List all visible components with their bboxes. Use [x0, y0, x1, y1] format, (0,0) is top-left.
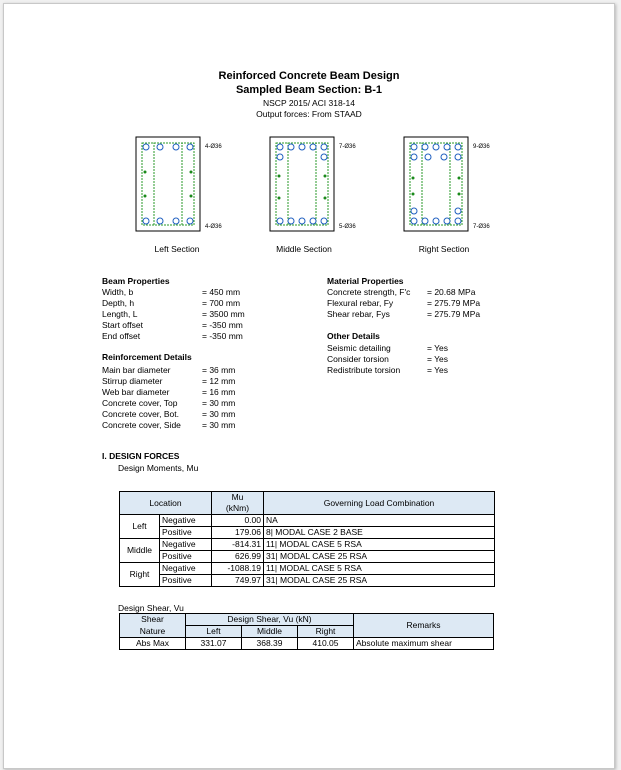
- combo-cell: 31| MODAL CASE 25 RSA: [264, 575, 495, 587]
- cover-top-value: = 30 mm: [202, 398, 236, 408]
- remarks-cell: Absolute maximum shear: [354, 638, 494, 650]
- right-section-drawing: [403, 136, 469, 232]
- table-row: [120, 527, 495, 539]
- code-reference: NSCP 2015/ ACI 318-14: [263, 98, 355, 108]
- end-offset-value: = -350 mm: [202, 331, 243, 341]
- mu-header: Mu: [212, 492, 264, 504]
- table-row: [120, 515, 495, 527]
- concrete-strength-label: Concrete strength, F'c: [327, 287, 411, 297]
- flexural-rebar-value: = 275.79 MPa: [427, 298, 481, 308]
- reinforcement-heading: Reinforcement Details: [102, 352, 192, 362]
- nature-cell: Abs Max: [120, 638, 186, 650]
- table-row: [120, 575, 495, 587]
- table-row: [120, 551, 495, 563]
- combo-cell: NA: [264, 515, 495, 527]
- middle-shear-cell: 368.39: [242, 638, 298, 650]
- combo-cell: 11| MODAL CASE 5 RSA: [264, 539, 495, 551]
- mu-cell: 626.99: [212, 551, 264, 563]
- design-shear-table: [119, 613, 494, 650]
- cover-bottom-label: Concrete cover, Bot.: [102, 409, 180, 419]
- flexural-rebar-label: Flexural rebar, Fy: [327, 298, 394, 308]
- concrete-strength-value: = 20.68 MPa: [427, 287, 476, 297]
- beam-length-value: = 3500 mm: [202, 309, 245, 319]
- left-header: Left: [186, 626, 242, 638]
- mu-cell: -814.31: [212, 539, 264, 551]
- main-bar-label: Main bar diameter: [102, 365, 171, 375]
- type-cell: Negative: [160, 539, 212, 551]
- table-row: [120, 539, 495, 551]
- redistribute-value: = Yes: [427, 365, 449, 375]
- cover-top-label: Concrete cover, Top: [102, 398, 178, 408]
- left-shear-cell: 331.07: [186, 638, 242, 650]
- web-bar-label: Web bar diameter: [102, 387, 170, 397]
- mu-cell: 749.97: [212, 575, 264, 587]
- cover-side-label: Concrete cover, Side: [102, 420, 181, 430]
- type-cell: Negative: [160, 563, 212, 575]
- table-row: [120, 563, 495, 575]
- moments-header-row: [120, 492, 495, 504]
- doc-subtitle: Sampled Beam Section: B-1: [235, 84, 383, 96]
- other-details-heading: Other Details: [327, 331, 380, 341]
- middle-bottom-bars-label: 5-Ø36: [339, 224, 356, 230]
- redistribute-label: Redistribute torsion: [327, 365, 401, 375]
- document-page: [3, 3, 615, 769]
- middle-section-caption: Middle Section: [276, 244, 332, 254]
- mu-cell: -1088.19: [212, 563, 264, 575]
- right-section-caption: Right Section: [418, 244, 470, 254]
- combo-header: Governing Load Combination: [264, 492, 495, 515]
- left-section-caption: Left Section: [154, 244, 200, 254]
- combo-cell: 8| MODAL CASE 2 BASE: [264, 527, 495, 539]
- nature-header: Nature: [120, 626, 186, 638]
- seismic-label: Seismic detailing: [327, 343, 391, 353]
- remarks-header: Remarks: [354, 614, 494, 638]
- middle-top-bars-label: 7-Ø36: [339, 144, 356, 150]
- type-cell: Negative: [160, 515, 212, 527]
- design-forces-heading: I. DESIGN FORCES: [102, 451, 180, 461]
- torsion-label: Consider torsion: [327, 354, 389, 364]
- beam-width-value: = 450 mm: [202, 287, 241, 297]
- right-bottom-bars-label: 7-Ø36: [473, 224, 490, 230]
- type-cell: Positive: [160, 551, 212, 563]
- shear-header: Shear: [120, 614, 186, 626]
- middle-header: Middle: [242, 626, 298, 638]
- beam-properties-heading: Beam Properties: [102, 276, 170, 286]
- web-bar-value: = 16 mm: [202, 387, 236, 397]
- design-moments-table: [119, 491, 495, 587]
- beam-length-label: Length, L: [102, 309, 138, 319]
- mu-cell: 179.06: [212, 527, 264, 539]
- type-cell: Positive: [160, 527, 212, 539]
- doc-title: Reinforced Concrete Beam Design: [218, 70, 400, 82]
- right-shear-cell: 410.05: [298, 638, 354, 650]
- shear-rebar-label: Shear rebar, Fys: [327, 309, 390, 319]
- shear-header-row: [120, 614, 494, 626]
- location-cell: Middle: [120, 539, 160, 563]
- combo-cell: 11| MODAL CASE 5 RSA: [264, 563, 495, 575]
- beam-depth-value: = 700 mm: [202, 298, 241, 308]
- end-offset-label: End offset: [102, 331, 141, 341]
- design-moments-caption: Design Moments, Mu: [118, 463, 199, 473]
- type-cell: Positive: [160, 575, 212, 587]
- left-bottom-bars-label: 4-Ø36: [205, 224, 222, 230]
- mu-unit-header: (kNm): [212, 503, 264, 515]
- cover-bottom-value: = 30 mm: [202, 409, 236, 419]
- combo-cell: 31| MODAL CASE 25 RSA: [264, 551, 495, 563]
- material-heading: Material Properties: [327, 276, 404, 286]
- cover-side-value: = 30 mm: [202, 420, 236, 430]
- table-row: [120, 638, 494, 650]
- seismic-value: = Yes: [427, 343, 449, 353]
- output-source: Output forces: From STAAD: [256, 109, 362, 119]
- stirrup-value: = 12 mm: [202, 376, 236, 386]
- middle-section-drawing: [269, 136, 335, 232]
- shear-rebar-value: = 275.79 MPa: [427, 309, 481, 319]
- left-top-bars-label: 4-Ø36: [205, 144, 222, 150]
- right-header: Right: [298, 626, 354, 638]
- start-offset-value: = -350 mm: [202, 320, 243, 330]
- location-cell: Left: [120, 515, 160, 539]
- stirrup-label: Stirrup diameter: [102, 376, 163, 386]
- location-cell: Right: [120, 563, 160, 587]
- left-section-drawing: [135, 136, 201, 232]
- right-top-bars-label: 9-Ø36: [473, 144, 490, 150]
- torsion-value: = Yes: [427, 354, 449, 364]
- mu-cell: 0.00: [212, 515, 264, 527]
- beam-width-label: Width, b: [102, 287, 134, 297]
- start-offset-label: Start offset: [102, 320, 143, 330]
- design-shear-caption: Design Shear, Vu: [118, 603, 184, 613]
- shear-group-header: Design Shear, Vu (kN): [186, 614, 354, 626]
- beam-depth-label: Depth, h: [102, 298, 135, 308]
- location-header: Location: [120, 492, 212, 515]
- main-bar-value: = 36 mm: [202, 365, 236, 375]
